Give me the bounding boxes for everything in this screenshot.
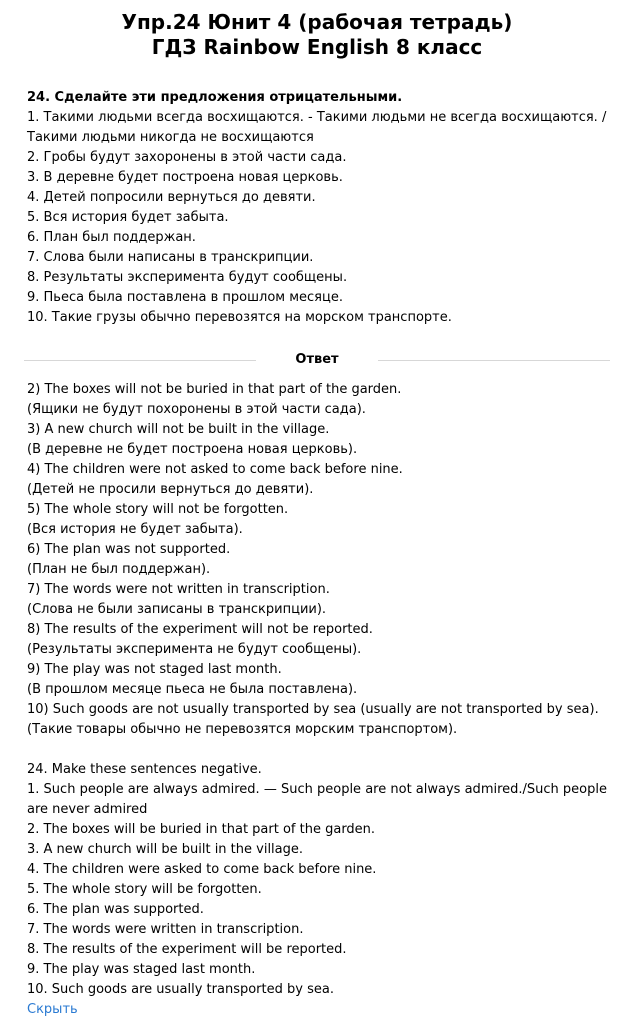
- answer-divider: [27, 350, 607, 370]
- english-task-item: 10. Such goods are usually transported by sea.: [27, 982, 334, 997]
- answer-line: (В деревне не будет построена новая церковь).: [27, 442, 358, 457]
- english-task-item: 4. The children were asked to come back before nine.: [27, 862, 377, 877]
- english-task-section: [27, 760, 607, 1020]
- answer-line: (Такие товары обычно не перевозятся морским транспортом).: [27, 722, 458, 737]
- answer-line: 7) The words were not written in transcription.: [27, 582, 330, 597]
- task-heading: 24. Сделайте эти предложения отрицательными.: [27, 90, 403, 105]
- task-item: 1. Такими людьми всегда восхищаются. - Такими людьми не всегда восхищаются. / Такими людьми никогда не восхищаются: [27, 110, 607, 145]
- answer-section: [27, 380, 607, 740]
- task-item: 4. Детей попросили вернуться до девяти.: [27, 190, 316, 205]
- english-task-heading: 24. Make these sentences negative.: [27, 762, 262, 777]
- answer-line: 2) The boxes will not be buried in that part of the garden.: [27, 382, 402, 397]
- answer-line: (Результаты эксперимента не будут сообщены).: [27, 642, 362, 657]
- task-item: 10. Такие грузы обычно перевозятся на морском транспорте.: [27, 310, 452, 325]
- answer-line: (В прошлом месяце пьеса не была поставлена).: [27, 682, 358, 697]
- task-item: 7. Слова были написаны в транскрипции.: [27, 250, 314, 265]
- task-item: 2. Гробы будут захоронены в этой части сада.: [27, 150, 347, 165]
- divider-rule-left: [24, 360, 256, 361]
- collapse-link[interactable]: Скрыть: [27, 1002, 78, 1017]
- english-task-item: 9. The play was staged last month.: [27, 962, 256, 977]
- title-line-2: ГДЗ Rainbow English 8 класс: [151, 35, 483, 59]
- page-title: [27, 10, 607, 60]
- english-task-item: 2. The boxes will be buried in that part of the garden.: [27, 822, 376, 837]
- task-item: 5. Вся история будет забыта.: [27, 210, 229, 225]
- english-task-item: 5. The whole story will be forgotten.: [27, 882, 262, 897]
- answer-line: 4) The children were not asked to come back before nine.: [27, 462, 403, 477]
- answer-line: (План не был поддержан).: [27, 562, 211, 577]
- answer-line: (Детей не просили вернуться до девяти).: [27, 482, 314, 497]
- answer-line: (Слова не были записаны в транскрипции).: [27, 602, 327, 617]
- task-section: [27, 88, 607, 1020]
- divider-rule-right: [378, 360, 610, 361]
- answer-line: 10) Such goods are not usually transported by sea (usually are not transported by sea).: [27, 702, 599, 717]
- answer-line: 5) The whole story will not be forgotten.: [27, 502, 289, 517]
- english-task-item: 3. A new church will be built in the village.: [27, 842, 304, 857]
- task-item: 3. В деревне будет построена новая церковь.: [27, 170, 343, 185]
- answer-line: (Вся история не будет забыта).: [27, 522, 243, 537]
- english-task-item: 7. The words were written in transcription.: [27, 922, 304, 937]
- answer-line: 8) The results of the experiment will not be reported.: [27, 622, 373, 637]
- answer-label: Ответ: [295, 352, 339, 367]
- answer-line: 3) A new church will not be built in the village.: [27, 422, 330, 437]
- title-line-1: Упр.24 Юнит 4 (рабочая тетрадь): [121, 10, 513, 34]
- answer-line: 9) The play was not staged last month.: [27, 662, 282, 677]
- answer-line: 6) The plan was not supported.: [27, 542, 231, 557]
- english-task-item: 1. Such people are always admired. — Such people are not always admired./Such people are never admired: [27, 782, 607, 817]
- english-task-item: 6. The plan was supported.: [27, 902, 204, 917]
- task-item: 6. План был поддержан.: [27, 230, 196, 245]
- task-item: 8. Результаты эксперимента будут сообщены.: [27, 270, 348, 285]
- answer-line: (Ящики не будут похоронены в этой части сада).: [27, 402, 366, 417]
- task-item: 9. Пьеса была поставлена в прошлом месяце.: [27, 290, 343, 305]
- english-task-item: 8. The results of the experiment will be reported.: [27, 942, 347, 957]
